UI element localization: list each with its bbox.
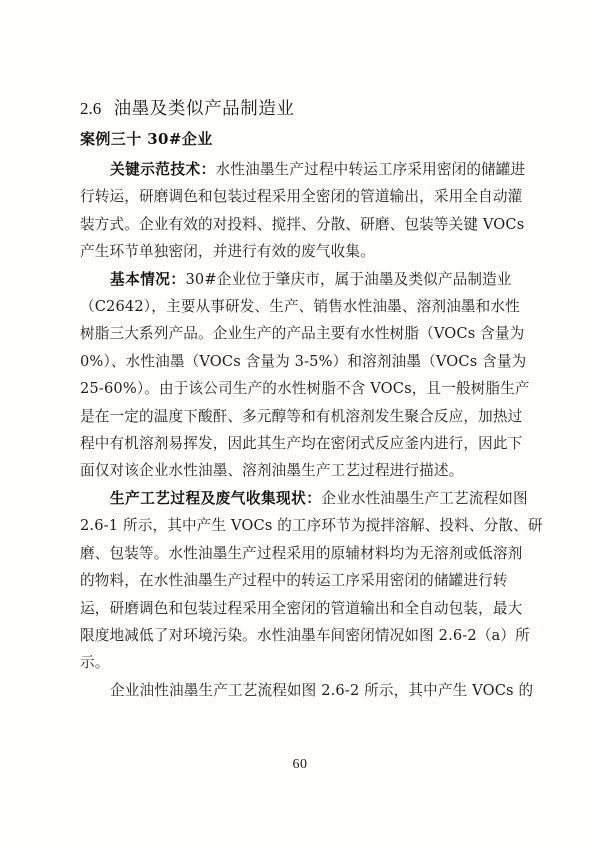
paragraph-line-text: 水性油墨生产过程中转运工序采用密闭的储罐进	[215, 161, 526, 178]
page-content	[80, 96, 543, 704]
paragraph-line: 面仅对该企业水性油墨、溶剂油墨生产工艺过程进行描述。	[80, 462, 464, 480]
paragraph-line-text: 企业油性油墨生产工艺流程如图 2.6-2 所示，其中产生 VOCs 的	[110, 681, 534, 699]
paragraph-line-text: 企业水性油墨生产工艺流程如图	[321, 489, 528, 507]
paragraph-line: 25-60%）。由于该公司生产的水性树脂不含 VOCs，且一般树脂生产	[80, 380, 530, 398]
paragraph-line: 示。	[80, 654, 110, 672]
paragraph-key-demo-tech	[80, 156, 526, 266]
paragraph-line: 装方式。企业有效的对投料、搅拌、分散、研磨、包装等关键 VOCs	[80, 215, 525, 233]
paragraph-line: 是在一定的温度下酸酐、多元醇等和有机溶剂发生聚合反应，加热过	[80, 407, 523, 425]
paragraph-line: 0%）、水性油墨（VOCs 含量为 3-5%）和溶剂油墨（VOCs 含量为	[80, 352, 527, 370]
paragraph-lead-label: 基本情况：	[110, 270, 186, 288]
paragraph-lead-label: 生产工艺过程及废气收集现状：	[110, 489, 322, 507]
paragraph-line: 2.6-1 所示，其中产生 VOCs 的工序环节为搅拌溶解、投料、分散、研	[80, 517, 543, 535]
paragraph-line	[80, 677, 534, 704]
paragraph-line: 运，研磨调色和包装过程采用全密闭的管道输出和全自动包装，最大	[80, 599, 523, 617]
paragraph-line	[80, 485, 528, 512]
paragraph-line-text: 30#企业位于肇庆市，属于油墨及类似产品制造业	[185, 270, 512, 288]
paragraph-oil-based-ink-process	[80, 677, 534, 704]
paragraph-line: 磨、包装等。水性油墨生产过程采用的原辅材料均为无溶剂或低溶剂	[80, 544, 523, 562]
paragraph-line: 程中有机溶剂易挥发，因此其生产均在密闭式反应釜内进行，因此下	[80, 435, 523, 453]
paragraph-line: （C2642），主要从事研发、生产、销售水性油墨、溶剂油墨和水性	[80, 298, 520, 316]
paragraph-line: 行转运，研磨调色和包装过程采用全密闭的管道输出，采用全自动灌	[80, 188, 523, 206]
paragraph-process-and-collection	[80, 485, 543, 677]
paragraph-lead-label: 关键示范技术：	[110, 161, 216, 178]
paragraph-basic-situation	[80, 266, 530, 485]
paragraph-line	[80, 266, 520, 293]
page-number: 60	[292, 757, 308, 772]
section-heading	[80, 96, 520, 122]
paragraph-line: 的物料，在水性油墨生产过程中的转运工序采用密闭的储罐进行转	[80, 572, 508, 590]
section-title: 油墨及类似产品制造业	[113, 99, 295, 119]
paragraph-line: 树脂三大系列产品。企业生产的产品主要有水性树脂（VOCs 含量为	[80, 325, 525, 343]
paragraph-line	[80, 156, 526, 183]
case-heading: 案例三十 30#企业	[80, 130, 213, 148]
paragraph-line: 产生环节单独密闭，并进行有效的废气收集。	[80, 243, 375, 261]
section-number: 2.6	[80, 99, 102, 118]
paragraph-line: 限度地减低了对环境污染。水性油墨车间密闭情况如图 2.6-2（a）所	[80, 626, 530, 644]
